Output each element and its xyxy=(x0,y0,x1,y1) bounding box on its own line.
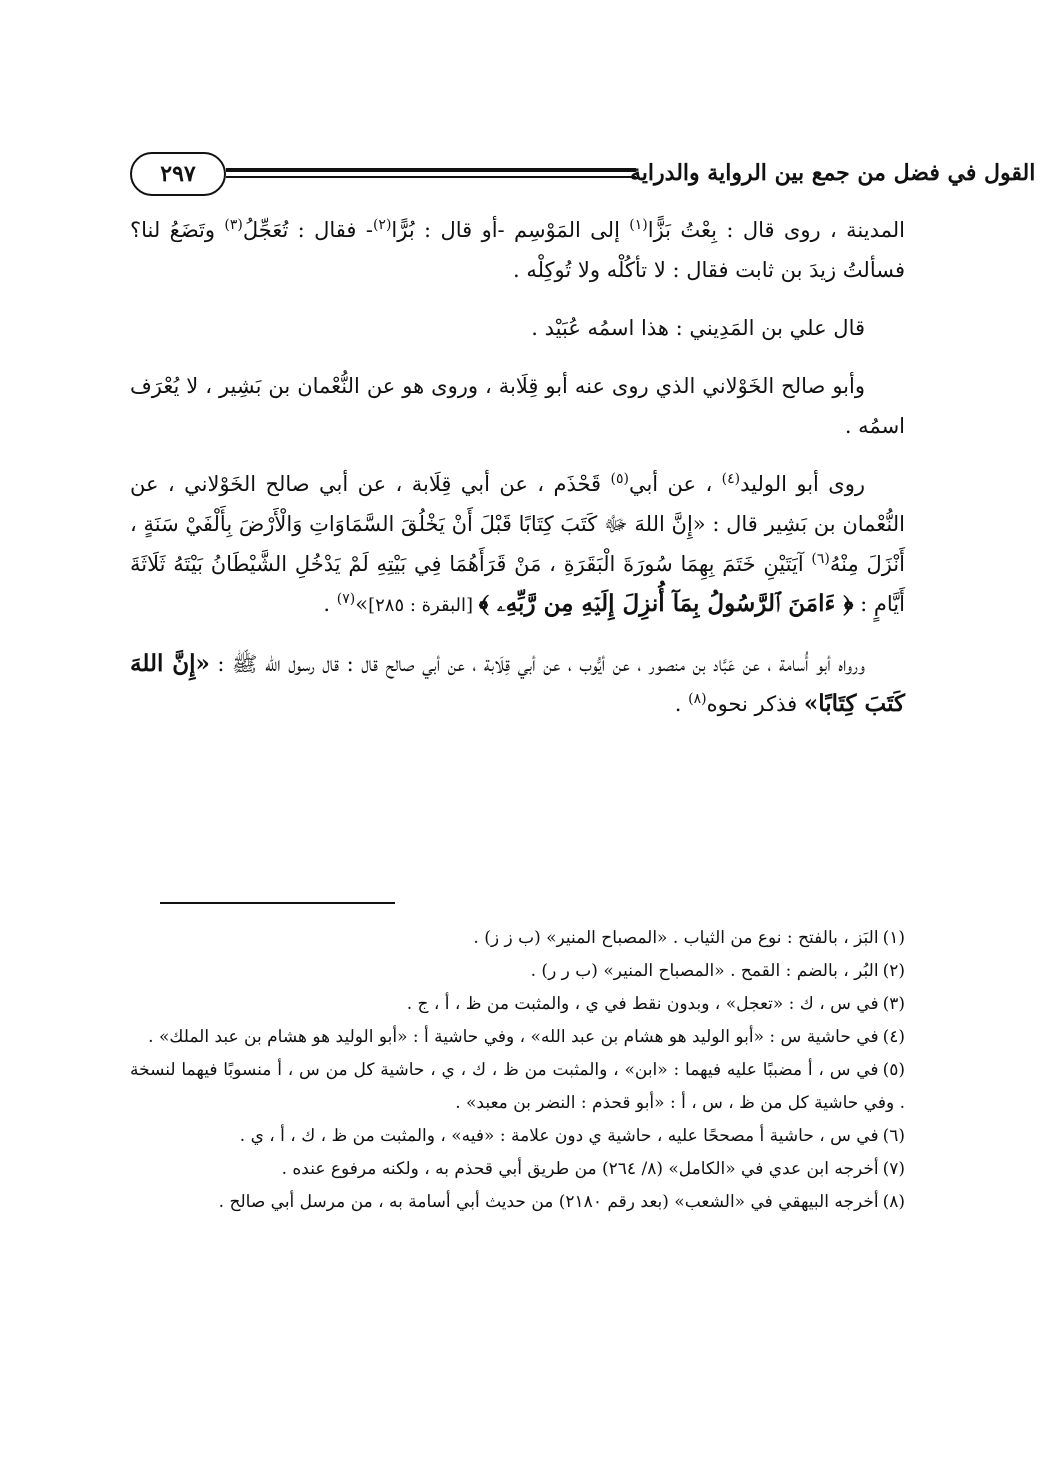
page-number: ٢٩٧ xyxy=(130,152,226,196)
footnote: (٦)في س ، حاشية أ مصححًا عليه ، حاشية ي دون علامة : «فيه» ، والمثبت من ظ ، ك ، أ ، ي . xyxy=(239,1126,905,1146)
verse-reference: [البقرة : ٢٨٥] xyxy=(368,595,479,616)
hadith-quote: «إِنَّ اللهَ كَتَبَ كِتَابًا» xyxy=(130,650,905,717)
footnote-ref-7: (٧) xyxy=(336,591,356,607)
running-title: القول في فضل من جمع بين الرواية والدراية xyxy=(630,159,1036,186)
paragraph-4: روى أبو الوليد$^{(٤)}$ ، عن أبي$^{(٥)}$ قَحْذَم ، عن أبي قِلَابة ، عن أبي صالح الخَوْلاني ، عن النُّعْمان بن بَشِير قال : «إِنَّ اللهَ ﷻ كَتَبَ كِتَابًا قَبْلَ أَنْ يَخْلُقَ السَّمَاوَاتِ وَالْأَرْضَ بِأَلْفَيْ سَنَةٍ ، أَنْزَلَ مِنْهُ$^{(٦)}$ آيَتَيْنِ خَتَمَ بِهِمَا سُورَةَ الْبَقَرَةِ ، مَنْ قَرَأَهُمَا فِي بَيْتِهِ لَمْ يَدْخُلِ الشَّيْطَانُ بَيْتَهُ ثَلَاثَةَ أَيَّامٍ : ﴿ ءَامَنَ ٱلرَّسُولُ بِمَآ أُنزِلَ إِلَيۡهِ مِن رَّبِّهِۦ ﴾ [البقرة : ٢٨٥]»$^{(٧)}$ . xyxy=(130,471,905,617)
footnote-ref-3: (٣) xyxy=(224,217,243,233)
footnote-ref-1: (١) xyxy=(629,217,648,233)
footnote: (٥)في س ، أ مضببًا عليه فيهما : «ابن» ، والمثبت من ظ ، ك ، ي ، حاشية كل من س ، أ منسوبًا فيهما لنسخة . وفي حاشية كل من ظ ، س ، أ : «أبو قحذم : النضر بن معبد» . xyxy=(130,1060,905,1113)
quran-verse: ﴿ ءَامَنَ ٱلرَّسُولُ بِمَآ أُنزِلَ إِلَيۡهِ مِن رَّبِّهِۦ ﴾ xyxy=(478,590,854,617)
footnote: (٤)في حاشية س : «أبو الوليد هو هشام بن عبد الله» ، وفي حاشية أ : «أبو الوليد هو هشام بن عبد الملك» . xyxy=(148,1027,905,1047)
page-header xyxy=(130,150,1036,210)
footnote-ref-5: (٥) xyxy=(610,471,629,487)
footnote: (٣)في س ، ك : «تعجل» ، وبدون نقط في ي ، والمثبت من ظ ، أ ، ج . xyxy=(406,994,905,1014)
paragraph-5: ورواه أبو أُسامة ، عن عَبَّاد بن منصور ، عن أيُّوب ، عن أبي قِلَابة ، عن أبي صالح قال : قال رسول الله ﷺ : «إِنَّ اللهَ كَتَبَ كِتَابًا» فذكر نحوه$^{(٨)}$ . xyxy=(130,650,905,717)
footnote-ref-8: (٨) xyxy=(688,691,707,707)
footnote: (٢)البُر ، بالضم : القمح . «المصباح المنير» (ب ر ر) . xyxy=(530,961,905,981)
footnote: (١)البَز ، بالفتح : نوع من الثياب . «المصباح المنير» (ب ز ز) . xyxy=(473,928,905,948)
footnote-separator xyxy=(160,902,395,904)
footnote-ref-6: (٦) xyxy=(811,551,830,567)
header-rule xyxy=(226,168,636,172)
paragraph-2: قال علي بن المَدِيني : هذا اسمُه عُبَيْد . xyxy=(531,316,865,340)
footnote: (٨)أخرجه البيهقي في «الشعب» (بعد رقم ٢١٨٠) من حديث أبي أسامة به ، من مرسل أبي صالح . xyxy=(218,1192,905,1212)
footnote-ref-4: (٤) xyxy=(721,471,741,487)
header-rule-thin xyxy=(226,176,636,178)
paragraph-3: وأبو صالح الخَوْلاني الذي روى عنه أبو قِلَابة ، وروى هو عن النُّعْمان بن بَشِير ، لا يُعْرَف اسمُه . xyxy=(130,374,905,438)
footnotes xyxy=(130,922,905,1219)
footnote: (٧)أخرجه ابن عدي في «الكامل» (٨/ ٢٦٤) من طريق أبي قحذم به ، ولكنه مرفوع عنده . xyxy=(281,1159,905,1179)
main-text xyxy=(130,210,905,742)
paragraph-1: المدينة ، روى قال : بِعْتُ بَزًّا$^{(١)}$ إلى المَوْسِم -أو قال : بُرًّا$^{(٢)}$- فقال : تُعَجِّلُ$^{(٣)}$ وتَضَعُ لنا؟ فسألتُ زيدَ بن ثابت فقال : لا تأكُلْه ولا تُوكِلْه . xyxy=(130,217,905,282)
footnote-ref-2: (٢) xyxy=(372,217,392,233)
